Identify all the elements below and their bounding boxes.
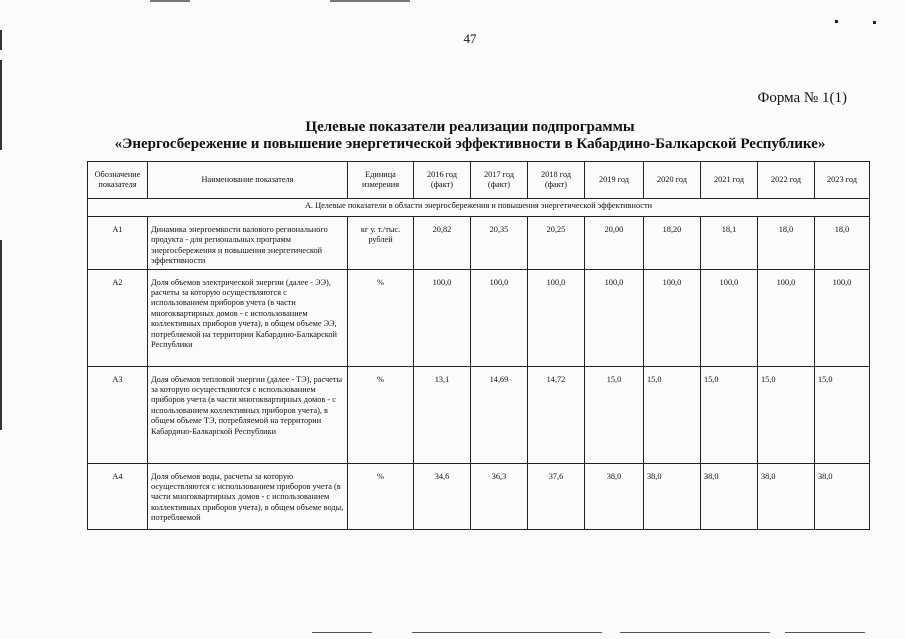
table-row — [88, 463, 870, 529]
row-value: 20,25 — [528, 217, 585, 270]
row-value: 100,0 — [701, 269, 758, 366]
row-code: А4 — [88, 463, 148, 529]
row-value: 100,0 — [414, 269, 471, 366]
row-name: Доля объемов электрической энергии (далее - ЭЭ), расчеты за которую осуществляются с использованием приборов учета (в части многоквартирных домов - с использованием коллективных приборов учета), в общем объеме ЭЭ, потребляемой на территории Кабардино-Балкарской Республики — [148, 269, 348, 366]
row-value: 15,0 — [758, 366, 815, 463]
row-name: Доля объемов воды, расчеты за которую осуществляются с использованием приборов учета (в части многоквартирных домов - с использованием коллективных приборов учета), в общем объеме воды, потребляемой — [148, 463, 348, 529]
row-value: 15,0 — [644, 366, 701, 463]
scan-artifact-top — [150, 0, 190, 2]
row-value: 15,0 — [585, 366, 644, 463]
scan-artifact-bottom — [785, 632, 865, 633]
section-title: А. Целевые показатели в области энергосбережения и повышения энергетической эффективности — [88, 199, 870, 217]
header-year: 2018 год (факт) — [528, 162, 585, 199]
row-value: 38,0 — [644, 463, 701, 529]
row-value: 36,3 — [471, 463, 528, 529]
row-value: 100,0 — [585, 269, 644, 366]
row-value: 15,0 — [815, 366, 870, 463]
row-name: Доля объемов тепловой энергии (далее - ТЭ), расчеты за которую осуществляются с использованием приборов учета (в части многоквартирных домов - с использованием коллективных приборов учета), в общем объеме ТЭ, потребляемой на территории Кабардино-Балкарской Республики — [148, 366, 348, 463]
document-title: Целевые показатели реализации подпрограммы — [305, 119, 635, 135]
row-value: 38,0 — [758, 463, 815, 529]
table-row — [88, 269, 870, 366]
row-name: Динамика энергоемкости валового регионального продукта - для региональных программ энергосбережения и повышения энергетической эффективности — [148, 217, 348, 270]
page-number: 47 — [463, 31, 477, 46]
header-year: 2022 год — [758, 162, 815, 199]
row-value: 100,0 — [758, 269, 815, 366]
row-value: 14,72 — [528, 366, 585, 463]
row-value: 13,1 — [414, 366, 471, 463]
row-code: А2 — [88, 269, 148, 366]
row-value: 100,0 — [528, 269, 585, 366]
header-year: 2020 год — [644, 162, 701, 199]
row-unit: % — [348, 269, 414, 366]
row-value: 18,1 — [701, 217, 758, 270]
header-year: 2016 год (факт) — [414, 162, 471, 199]
row-value: 38,0 — [701, 463, 758, 529]
scan-dot — [835, 20, 838, 23]
row-value: 37,6 — [528, 463, 585, 529]
row-value: 18,0 — [815, 217, 870, 270]
row-value: 15,0 — [701, 366, 758, 463]
row-value: 34,6 — [414, 463, 471, 529]
header-code: Обозначение показателя — [88, 162, 148, 199]
row-value: 18,0 — [758, 217, 815, 270]
row-value: 20,00 — [585, 217, 644, 270]
row-value: 100,0 — [471, 269, 528, 366]
indicators-table — [87, 161, 870, 530]
scan-edge-mark — [0, 30, 2, 50]
scan-artifact-top — [330, 0, 410, 2]
table-header-row — [88, 162, 870, 199]
scan-edge-mark — [0, 240, 2, 430]
table-section-row — [88, 199, 870, 217]
row-value: 38,0 — [815, 463, 870, 529]
header-year: 2021 год — [701, 162, 758, 199]
scan-artifact-bottom — [620, 632, 770, 633]
scan-artifact-bottom — [412, 632, 602, 633]
header-unit: Единица измерения — [348, 162, 414, 199]
scan-artifact-bottom — [312, 632, 372, 633]
header-year: 2017 год (факт) — [471, 162, 528, 199]
table-row — [88, 217, 870, 270]
row-value: 14,69 — [471, 366, 528, 463]
row-unit: % — [348, 366, 414, 463]
scan-edge-mark — [0, 60, 2, 150]
row-unit: кг у. т./тыс. рублей — [348, 217, 414, 270]
row-value: 100,0 — [644, 269, 701, 366]
row-code: А1 — [88, 217, 148, 270]
row-code: А3 — [88, 366, 148, 463]
form-label: Форма № 1(1) — [757, 90, 847, 106]
row-unit: % — [348, 463, 414, 529]
scan-dot — [873, 21, 876, 24]
header-year: 2023 год — [815, 162, 870, 199]
row-value: 38,0 — [585, 463, 644, 529]
header-name: Наименование показателя — [148, 162, 348, 199]
row-value: 20,35 — [471, 217, 528, 270]
header-year: 2019 год — [585, 162, 644, 199]
document-subtitle: «Энергосбережение и повышение энергетической эффективности в Кабардино-Балкарской Республике» — [114, 136, 826, 152]
table-row — [88, 366, 870, 463]
row-value: 18,20 — [644, 217, 701, 270]
row-value: 100,0 — [815, 269, 870, 366]
row-value: 20,82 — [414, 217, 471, 270]
